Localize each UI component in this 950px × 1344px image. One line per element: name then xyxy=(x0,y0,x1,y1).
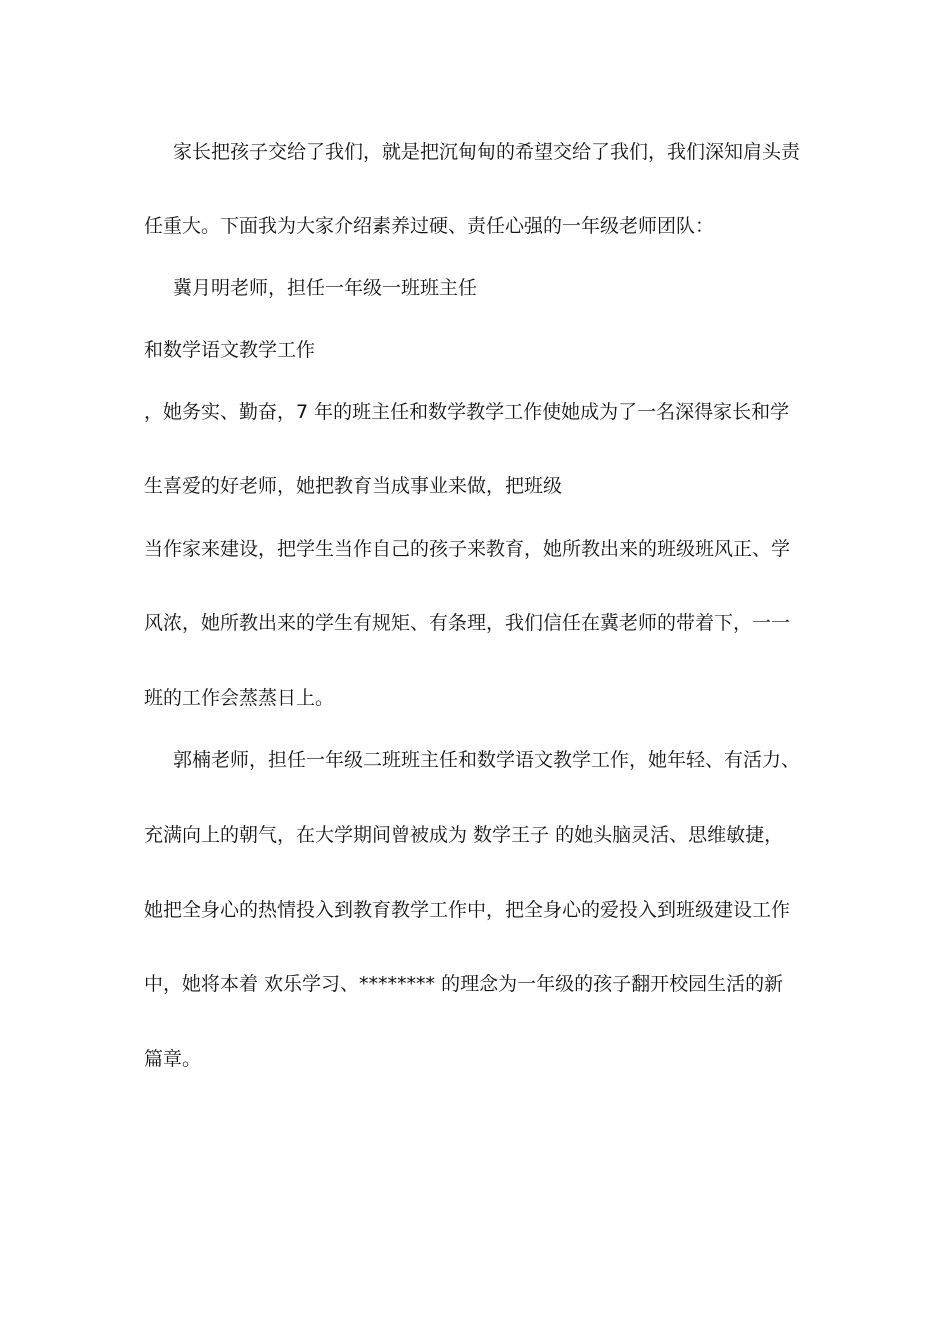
paragraph-2-line-7: 班的工作会蒸蒸日上。 xyxy=(144,687,335,709)
paragraph-3-line-4: 中，她将本着 欢乐学习、******** 的理念为一年级的孩子翻开校园生活的新 xyxy=(144,973,784,995)
paragraph-3-line-2: 充满向上的朝气，在大学期间曾被成为 数学王子 的她头脑灵活、思维敏捷， xyxy=(144,824,784,846)
paragraph-3-line-3: 她把全身心的热情投入到教育教学工作中，把全身心的爱投入到班级建设工作 xyxy=(144,899,791,921)
paragraph-3-line-5: 篇章。 xyxy=(144,1048,202,1070)
paragraph-2-line-1: 冀月明老师，担任一年级一班班主任 xyxy=(173,277,478,299)
paragraph-1-line-2: 任重大。下面我为大家介绍素养过硬、责任心强的一年级老师团队： xyxy=(144,215,715,237)
paragraph-2-line-4: 生喜爱的好老师，她把教育当成事业来做，把班级 xyxy=(144,475,563,497)
paragraph-2-line-5: 当作家来建设，把学生当作自己的孩子来教育，她所教出来的班级班风正、学 xyxy=(144,538,791,560)
paragraph-2-line-6: 风浓，她所教出来的学生有规矩、有条理，我们信任在冀老师的带着下，一一 xyxy=(144,612,791,634)
paragraph-2-line-2: 和数学语文教学工作 xyxy=(144,339,316,361)
paragraph-3-line-1: 郭楠老师，担任一年级二班班主任和数学语文教学工作，她年轻、有活力、 xyxy=(173,749,801,771)
paragraph-2-line-3: ，她务实、勤奋，7 年的班主任和数学教学工作使她成为了一名深得家长和学 xyxy=(144,401,790,423)
paragraph-1-line-1: 家长把孩子交给了我们，就是把沉甸甸的希望交给了我们，我们深知肩头责 xyxy=(173,141,801,163)
